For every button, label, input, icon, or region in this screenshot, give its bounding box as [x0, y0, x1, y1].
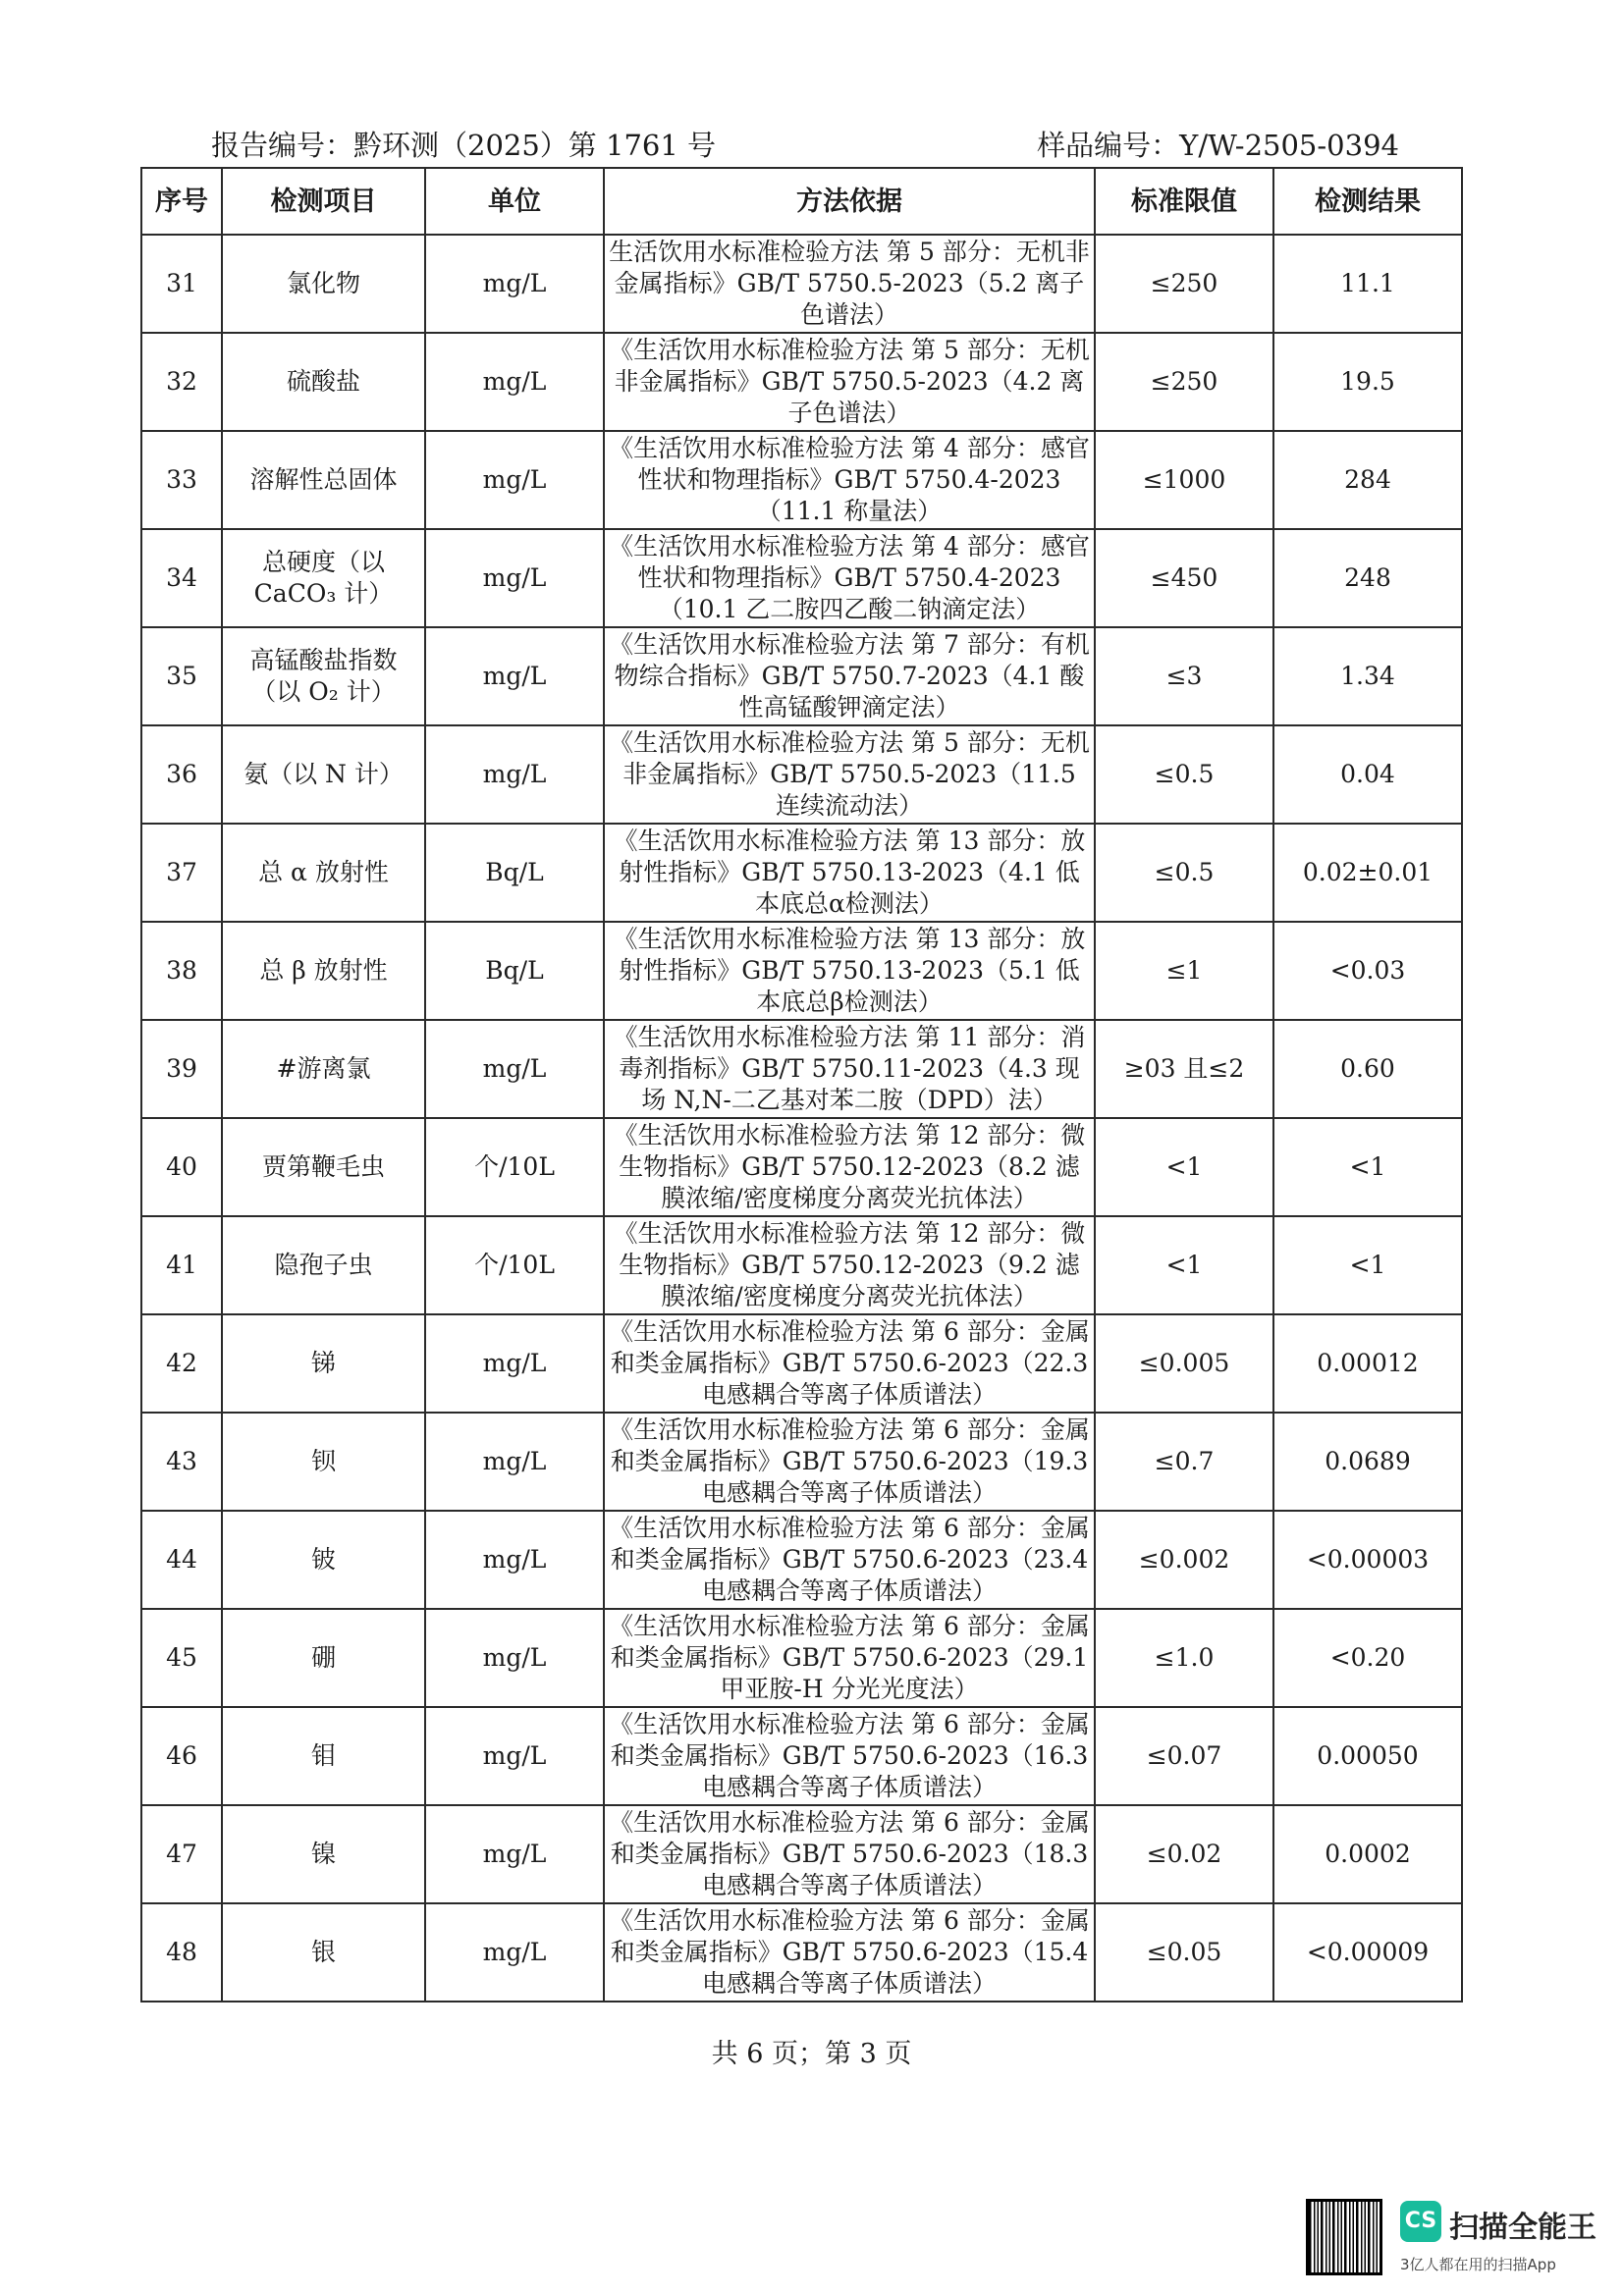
standard-limit: ≤250: [1095, 333, 1273, 431]
test-result: <0.20: [1273, 1609, 1462, 1707]
test-result: <0.00009: [1273, 1903, 1462, 2002]
table-row: [141, 725, 1462, 824]
test-item: 硼: [222, 1609, 425, 1707]
test-result: <1: [1273, 1216, 1462, 1314]
unit: mg/L: [425, 1314, 604, 1413]
row-number: 43: [141, 1413, 222, 1511]
row-number: 31: [141, 235, 222, 333]
app-tagline: 3亿人都在用的扫描App: [1400, 2256, 1556, 2273]
test-result: 0.60: [1273, 1020, 1462, 1118]
standard-limit: ≤0.5: [1095, 824, 1273, 922]
method-basis: 《生活饮用水标准检验方法 第 6 部分：金属和类金属指标》GB/T 5750.6-2023（16.3 电感耦合等离子体质谱法）: [604, 1707, 1095, 1805]
test-item: 钡: [222, 1413, 425, 1511]
table-row: [141, 1805, 1462, 1903]
table-row: [141, 1609, 1462, 1707]
standard-limit: ≤0.005: [1095, 1314, 1273, 1413]
table-row: [141, 529, 1462, 627]
row-number: 34: [141, 529, 222, 627]
row-number: 47: [141, 1805, 222, 1903]
test-item: 锑: [222, 1314, 425, 1413]
table-row: [141, 333, 1462, 431]
method-basis: 《生活饮用水标准检验方法 第 6 部分：金属和类金属指标》GB/T 5750.6-2023（23.4 电感耦合等离子体质谱法）: [604, 1511, 1095, 1609]
method-basis: 《生活饮用水标准检验方法 第 4 部分：感官性状和物理指标》GB/T 5750.4-2023（11.1 称量法）: [604, 431, 1095, 529]
unit: 个/10L: [425, 1118, 604, 1216]
test-result: 11.1: [1273, 235, 1462, 333]
row-number: 46: [141, 1707, 222, 1805]
unit: Bq/L: [425, 824, 604, 922]
method-basis: 《生活饮用水标准检验方法 第 7 部分：有机物综合指标》GB/T 5750.7-2023（4.1 酸性高锰酸钾滴定法）: [604, 627, 1095, 725]
test-result: 1.34: [1273, 627, 1462, 725]
row-number: 37: [141, 824, 222, 922]
unit: mg/L: [425, 235, 604, 333]
page-footer: 共 6 页；第 3 页: [711, 2039, 912, 2069]
method-basis: 《生活饮用水标准检验方法 第 6 部分：金属和类金属指标》GB/T 5750.6-2023（22.3 电感耦合等离子体质谱法）: [604, 1314, 1095, 1413]
unit: mg/L: [425, 431, 604, 529]
scanner-watermark: [1306, 2197, 1600, 2285]
table-header-row: [141, 168, 1462, 235]
method-basis: 《生活饮用水标准检验方法 第 6 部分：金属和类金属指标》GB/T 5750.6-2023（18.3 电感耦合等离子体质谱法）: [604, 1805, 1095, 1903]
method-basis: 《生活饮用水标准检验方法 第 12 部分：微生物指标》GB/T 5750.12-2023（9.2 滤膜浓缩/密度梯度分离荧光抗体法）: [604, 1216, 1095, 1314]
table-row: [141, 627, 1462, 725]
table-row: [141, 431, 1462, 529]
column-header: 检测项目: [222, 168, 425, 235]
table-row: [141, 1020, 1462, 1118]
test-result: 248: [1273, 529, 1462, 627]
method-basis: 《生活饮用水标准检验方法 第 11 部分：消毒剂指标》GB/T 5750.11-2023（4.3 现场 N,N-二乙基对苯二胺（DPD）法）: [604, 1020, 1095, 1118]
unit: 个/10L: [425, 1216, 604, 1314]
test-result: <0.03: [1273, 922, 1462, 1020]
column-header: 方法依据: [604, 168, 1095, 235]
row-number: 40: [141, 1118, 222, 1216]
app-name: 扫描全能王: [1449, 2211, 1596, 2245]
standard-limit: ≤0.7: [1095, 1413, 1273, 1511]
test-result: 0.00012: [1273, 1314, 1462, 1413]
test-result: <0.00003: [1273, 1511, 1462, 1609]
row-number: 33: [141, 431, 222, 529]
test-result: 0.02±0.01: [1273, 824, 1462, 922]
method-basis: 《生活饮用水标准检验方法 第 6 部分：金属和类金属指标》GB/T 5750.6-2023（29.1 甲亚胺-H 分光光度法）: [604, 1609, 1095, 1707]
unit: Bq/L: [425, 922, 604, 1020]
standard-limit: ≤450: [1095, 529, 1273, 627]
table-row: [141, 1216, 1462, 1314]
unit: mg/L: [425, 1903, 604, 2002]
row-number: 41: [141, 1216, 222, 1314]
test-result: <1: [1273, 1118, 1462, 1216]
method-basis: 《生活饮用水标准检验方法 第 6 部分：金属和类金属指标》GB/T 5750.6-2023（19.3 电感耦合等离子体质谱法）: [604, 1413, 1095, 1511]
standard-limit: ≤0.07: [1095, 1707, 1273, 1805]
standard-limit: ≤0.002: [1095, 1511, 1273, 1609]
camscanner-logo: CS: [1400, 2201, 1441, 2242]
method-basis: 《生活饮用水标准检验方法 第 12 部分：微生物指标》GB/T 5750.12-2023（8.2 滤膜浓缩/密度梯度分离荧光抗体法）: [604, 1118, 1095, 1216]
standard-limit: ≤0.5: [1095, 725, 1273, 824]
test-item: 银: [222, 1903, 425, 2002]
sample-number: 样品编号：Y/W-2505-0394: [1037, 129, 1399, 162]
test-result: 284: [1273, 431, 1462, 529]
test-result: 0.0002: [1273, 1805, 1462, 1903]
standard-limit: ≥03 且≤2: [1095, 1020, 1273, 1118]
row-number: 39: [141, 1020, 222, 1118]
test-item: 氨（以 N 计）: [222, 725, 425, 824]
table-row: [141, 235, 1462, 333]
test-item: 总 α 放射性: [222, 824, 425, 922]
method-basis: 《生活饮用水标准检验方法 第 13 部分：放射性指标》GB/T 5750.13-2023（5.1 低本底总β检测法）: [604, 922, 1095, 1020]
unit: mg/L: [425, 1511, 604, 1609]
test-item: 硫酸盐: [222, 333, 425, 431]
test-item: 隐孢子虫: [222, 1216, 425, 1314]
qr-code-icon: [1306, 2199, 1382, 2275]
test-item: 铍: [222, 1511, 425, 1609]
standard-limit: <1: [1095, 1118, 1273, 1216]
method-basis: 《生活饮用水标准检验方法 第 6 部分：金属和类金属指标》GB/T 5750.6-2023（15.4 电感耦合等离子体质谱法）: [604, 1903, 1095, 2002]
method-basis: 《生活饮用水标准检验方法 第 5 部分：无机非金属指标》GB/T 5750.5-2023（4.2 离子色谱法）: [604, 333, 1095, 431]
unit: mg/L: [425, 529, 604, 627]
test-result: 0.04: [1273, 725, 1462, 824]
test-item: 高锰酸盐指数（以 O₂ 计）: [222, 627, 425, 725]
test-results-table: [140, 167, 1463, 2002]
unit: mg/L: [425, 1707, 604, 1805]
row-number: 44: [141, 1511, 222, 1609]
row-number: 42: [141, 1314, 222, 1413]
column-header: 单位: [425, 168, 604, 235]
standard-limit: ≤3: [1095, 627, 1273, 725]
row-number: 48: [141, 1903, 222, 2002]
report-header: [211, 126, 1399, 165]
test-item: 溶解性总固体: [222, 431, 425, 529]
test-item: 镍: [222, 1805, 425, 1903]
unit: mg/L: [425, 725, 604, 824]
table-row: [141, 1903, 1462, 2002]
standard-limit: <1: [1095, 1216, 1273, 1314]
row-number: 45: [141, 1609, 222, 1707]
table-row: [141, 824, 1462, 922]
standard-limit: ≤1.0: [1095, 1609, 1273, 1707]
test-result: 0.0689: [1273, 1413, 1462, 1511]
test-item: #游离氯: [222, 1020, 425, 1118]
standard-limit: ≤0.05: [1095, 1903, 1273, 2002]
test-item: 总硬度（以 CaCO₃ 计）: [222, 529, 425, 627]
report-number: 报告编号：黔环测（2025）第 1761 号: [211, 129, 717, 162]
method-basis: 《生活饮用水标准检验方法 第 5 部分：无机非金属指标》GB/T 5750.5-2023（11.5 连续流动法）: [604, 725, 1095, 824]
standard-limit: ≤0.02: [1095, 1805, 1273, 1903]
test-result: 0.00050: [1273, 1707, 1462, 1805]
unit: mg/L: [425, 1609, 604, 1707]
table-row: [141, 1511, 1462, 1609]
column-header: 标准限值: [1095, 168, 1273, 235]
unit: mg/L: [425, 1805, 604, 1903]
test-item: 钼: [222, 1707, 425, 1805]
unit: mg/L: [425, 1020, 604, 1118]
test-result: 19.5: [1273, 333, 1462, 431]
table-row: [141, 1314, 1462, 1413]
table-body: [141, 235, 1462, 2002]
row-number: 36: [141, 725, 222, 824]
standard-limit: ≤1000: [1095, 431, 1273, 529]
method-basis: 生活饮用水标准检验方法 第 5 部分：无机非金属指标》GB/T 5750.5-2023（5.2 离子色谱法）: [604, 235, 1095, 333]
standard-limit: ≤1: [1095, 922, 1273, 1020]
table-row: [141, 922, 1462, 1020]
table-row: [141, 1707, 1462, 1805]
unit: mg/L: [425, 1413, 604, 1511]
test-item: 总 β 放射性: [222, 922, 425, 1020]
table-row: [141, 1118, 1462, 1216]
test-item: 氯化物: [222, 235, 425, 333]
unit: mg/L: [425, 333, 604, 431]
method-basis: 《生活饮用水标准检验方法 第 4 部分：感官性状和物理指标》GB/T 5750.4-2023（10.1 乙二胺四乙酸二钠滴定法）: [604, 529, 1095, 627]
row-number: 35: [141, 627, 222, 725]
test-item: 贾第鞭毛虫: [222, 1118, 425, 1216]
row-number: 32: [141, 333, 222, 431]
method-basis: 《生活饮用水标准检验方法 第 13 部分：放射性指标》GB/T 5750.13-2023（4.1 低本底总α检测法）: [604, 824, 1095, 922]
row-number: 38: [141, 922, 222, 1020]
standard-limit: ≤250: [1095, 235, 1273, 333]
column-header: 检测结果: [1273, 168, 1462, 235]
unit: mg/L: [425, 627, 604, 725]
column-header: 序号: [141, 168, 222, 235]
table-row: [141, 1413, 1462, 1511]
